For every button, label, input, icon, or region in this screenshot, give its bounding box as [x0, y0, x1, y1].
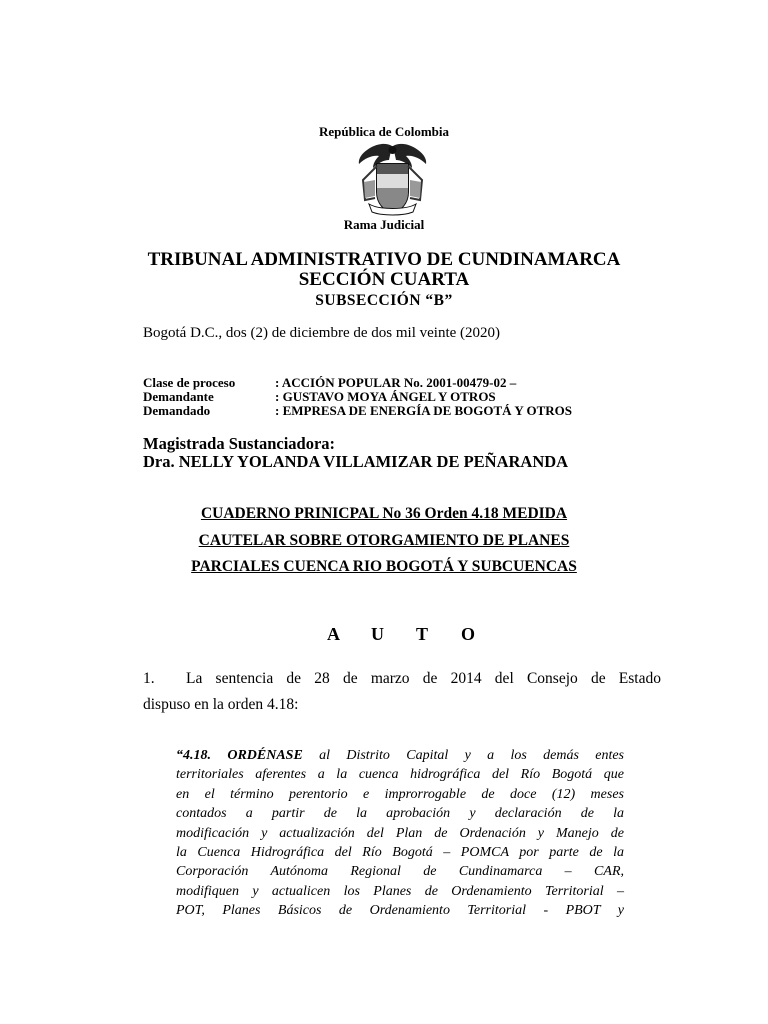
- quote-line: Corporación Autónoma Regional de Cundinamarca – CAR,: [176, 864, 624, 880]
- magistrate-title: Magistrada Sustanciadora:: [143, 434, 336, 453]
- auto-heading: [0, 624, 768, 646]
- plaintiff-label: Demandante: [143, 389, 214, 404]
- quote-lead: “4.18. ORDÉNASE: [176, 748, 303, 763]
- defendant-label: Demandado: [143, 403, 211, 418]
- court-section: SECCIÓN CUARTA: [298, 269, 470, 290]
- paragraph-line-1: La sentencia de 28 de marzo de 2014 del Consejo de Estado: [186, 670, 661, 687]
- court-name: TRIBUNAL ADMINISTRATIVO DE CUNDINAMARCA: [147, 249, 621, 270]
- plaintiff-value: : GUSTAVO MOYA ÁNGEL Y OTROS: [275, 389, 496, 404]
- document-date: Bogotá D.C., dos (2) de diciembre de dos mil veinte (2020): [143, 325, 501, 341]
- case-details: [143, 375, 663, 423]
- quote-line: en el término perentorio e improrrogable de doce (12) meses: [176, 786, 624, 802]
- cuaderno-line-1: CUADERNO PRINICPAL No 36 Orden 4.18 MEDIDA: [200, 505, 568, 522]
- auto-letter: U: [371, 624, 384, 644]
- magistrate-name: Dra. NELLY YOLANDA VILLAMIZAR DE PEÑARANDA: [143, 452, 569, 471]
- coat-of-arms-icon: [355, 140, 430, 220]
- auto-letter: A: [327, 624, 340, 644]
- paragraph-line-2: dispuso en la orden 4.18:: [143, 696, 299, 713]
- cuaderno-line-3: PARCIALES CUENCA RIO BOGOTÁ Y SUBCUENCAS: [191, 558, 577, 575]
- quote-line: “4.18. ORDÉNASE al Distrito Capital y a los demás entes: [176, 748, 625, 763]
- quote-line: POT, Planes Básicos de Ordenamiento Territorial - PBOT y: [176, 903, 624, 919]
- auto-letter: O: [461, 624, 476, 644]
- quote-line: la Cuenca Hidrográfica del Río Bogotá – POMCA por parte de la: [176, 845, 624, 861]
- country-name: República de Colombia: [318, 124, 449, 139]
- defendant-value: : EMPRESA DE ENERGÍA DE BOGOTÁ Y OTROS: [275, 403, 573, 418]
- case-type-value: : ACCIÓN POPULAR No. 2001-00479-02 –: [275, 375, 517, 390]
- cuaderno-line-2: CAUTELAR SOBRE OTORGAMIENTO DE PLANES: [198, 532, 570, 549]
- quote-line: contados a partir de la aprobación y declaración de la: [176, 806, 624, 822]
- quote-line: modificación y actualización del Plan de Ordenación y Manejo de: [176, 825, 624, 841]
- branch-name: Rama Judicial: [343, 217, 425, 232]
- quote-line: territoriales aferentes a la cuenca hidrográfica del Río Bogotá que: [176, 767, 624, 783]
- paragraph-number: 1.: [143, 670, 155, 687]
- court-subsection: SUBSECCIÓN “B”: [315, 292, 453, 309]
- quote-line: modifiquen y actualicen los Planes de Ordenamiento Territorial –: [176, 883, 624, 899]
- quoted-order: [176, 746, 624, 921]
- auto-letter: T: [416, 624, 429, 644]
- case-type-label: Clase de proceso: [143, 375, 236, 390]
